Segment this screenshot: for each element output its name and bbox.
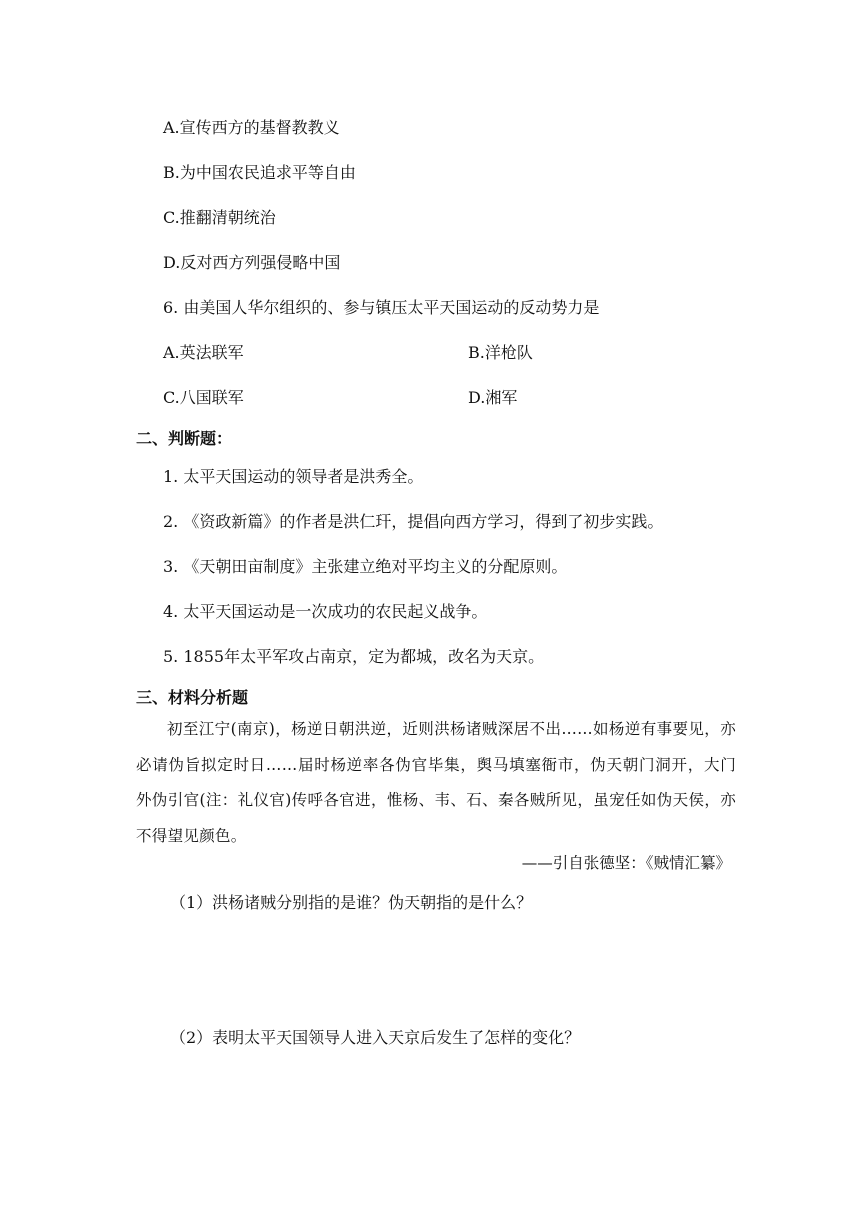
q5-option-b: B.为中国农民追求平等自由 [163, 163, 356, 182]
judgment-item-2: 2. 《资政新篇》的作者是洪仁玕，提倡向西方学习，得到了初步实践。 [163, 512, 664, 531]
q6-option-a: A.英法联军 [163, 343, 244, 362]
judgment-item-4: 4. 太平天国运动是一次成功的农民起义战争。 [163, 602, 488, 621]
material-passage: 初至江宁(南京)，杨逆日朝洪逆，近则洪杨诸贼深居不出……如杨逆有事要见，亦必请伪旨拟定时日……届时杨逆率各伪官毕集，舆马填塞衙市，伪天朝门洞开，大门外伪引官(注：礼仪官)传呼各官进，惟杨、韦、石、秦各贼所见，虽宠任如伪天侯，亦不得望见颜色。 [136, 720, 736, 845]
material-question-1: （1）洪杨诸贼分别指的是谁？伪天朝指的是什么？ [170, 893, 533, 912]
judgment-item-5: 5. 1855年太平军攻占南京，定为都城，改名为天京。 [163, 647, 545, 666]
q5-option-c: C.推翻清朝统治 [163, 208, 276, 227]
material-heading: 三、材料分析题 [136, 688, 249, 707]
judgment-heading: 二、判断题： [136, 429, 233, 448]
q6-option-d: D.湘军 [468, 388, 518, 407]
q5-option-d: D.反对西方列强侵略中国 [163, 253, 341, 272]
q6-option-c: C.八国联军 [163, 388, 244, 407]
material-question-2: （2）表明太平天国领导人进入天京后发生了怎样的变化？ [170, 1028, 581, 1047]
q6-stem: 6. 由美国人华尔组织的、参与镇压太平天国运动的反动势力是 [163, 298, 600, 317]
material-source: ——引自张德坚：《贼情汇纂》 [521, 854, 731, 872]
judgment-item-3: 3. 《天朝田亩制度》主张建立绝对平均主义的分配原则。 [163, 557, 568, 576]
q6-option-b: B.洋枪队 [468, 343, 533, 362]
judgment-item-1: 1. 太平天国运动的领导者是洪秀全。 [163, 467, 424, 486]
q5-option-a: A.宣传西方的基督教教义 [163, 118, 340, 137]
